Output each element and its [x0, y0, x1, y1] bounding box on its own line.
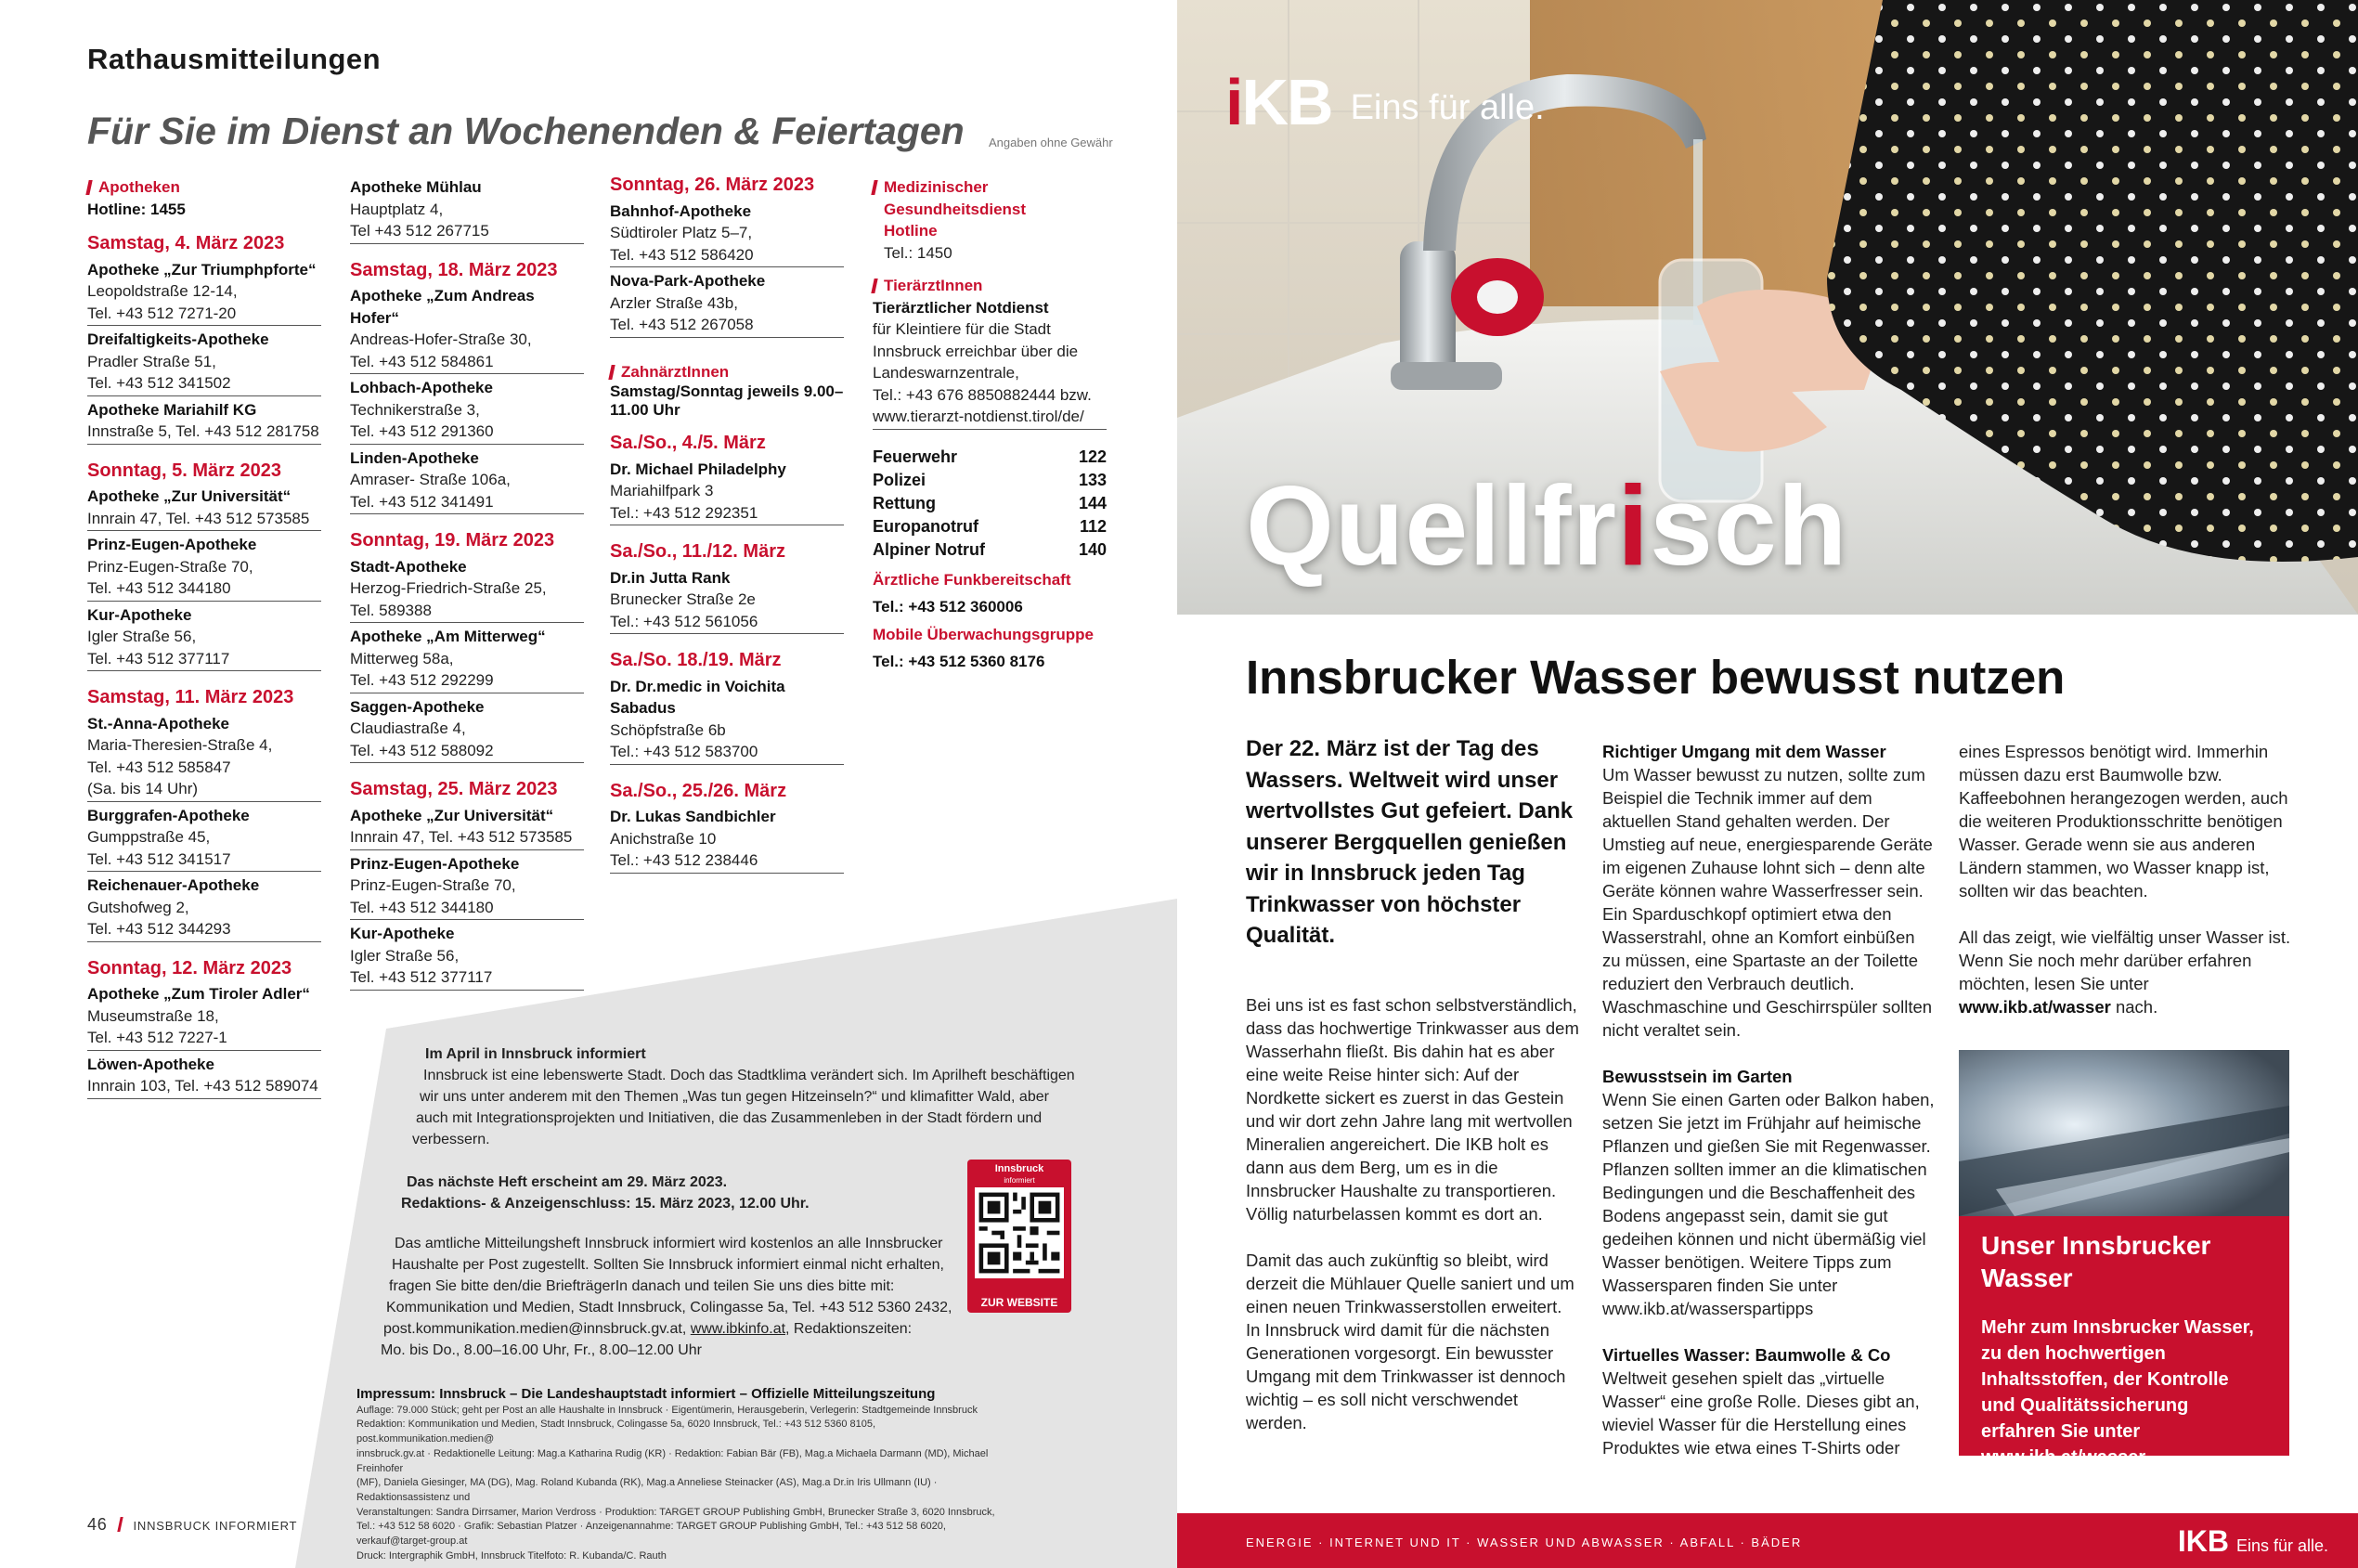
pharmacy-address: Prinz-Eugen-Straße 70, [350, 876, 516, 894]
pharmacy-address: Leopoldstraße 12-14, [87, 282, 238, 300]
pharmacy-address: Mitterweg 58a, [350, 649, 454, 667]
pharmacy-name: Lohbach-Apotheke [350, 379, 493, 396]
amtlich-hours: Mo. bis Do., 8.00–16.00 Uhr, Fr., 8.00–12.00 Uhr [381, 1342, 702, 1358]
amtlich-text: , Redaktionszeiten: [785, 1321, 913, 1337]
qr-code-badge[interactable] [967, 1160, 1071, 1313]
pharmacy-address: Maria-Theresien-Straße 4, [87, 736, 273, 754]
day-date: Sonntag, 26. März 2023 [610, 175, 815, 195]
footer-categories: ENERGIE · INTERNET UND IT · WASSER UND ABWASSER · ABFALL · BÄDER [1246, 1536, 1803, 1549]
dentist-phone: Tel.: +43 512 561056 [610, 611, 844, 635]
emergency-number: 122 [1078, 447, 1107, 466]
zahn-info: Samstag/Sonntag jeweils 9.00–11.00 Uhr [610, 382, 844, 419]
dentist-address: Anichstraße 10 [610, 829, 717, 848]
pharmacy-name: Prinz-Eugen-Apotheke [350, 854, 520, 873]
ikb-brand [1225, 65, 1545, 139]
services-column [873, 176, 1107, 673]
pharmacy-phone: Tel. +43 512 377117 [87, 648, 321, 672]
emergency-number: 112 [1079, 516, 1107, 536]
pharmacy-address: Claudiastraße 4, [350, 719, 466, 737]
pharmacy-address: Südtiroler Platz 5–7, [610, 224, 753, 241]
footer-divider [117, 1517, 123, 1532]
emergency-name: Polizei [873, 470, 926, 489]
dentist-date: Sa./So., 11./12. März [610, 541, 785, 562]
footer-brand [2178, 1524, 2328, 1559]
day-list [610, 175, 844, 341]
emergency-name: Europanotruf [873, 516, 978, 536]
pharmacy-phone: Tel. +43 512 341517 [87, 849, 321, 873]
amtlich-text: Das amtliche Mitteilungsheft Innsbruck informiert wird kostenlos an alle Innsbrucker [395, 1236, 943, 1251]
impressum-line: Druck: Intergraphik GmbH, Innsbruck Titelfoto: R. Kubanda/C. Rauth [356, 1549, 667, 1562]
info-box [1959, 1216, 2289, 1468]
pharmacy-name: Reichenauer-Apotheke [87, 876, 260, 894]
dentist-address: Mariahilfpark 3 [610, 482, 714, 499]
article-paragraph: Um Wasser bewusst zu nutzen, sollte zum Beispiel die Technik immer auf dem aktuellen Stand gehalten werden. Der Umstieg auf neue, energiesparende Geräte im eigenen Zuhause lohnt sich – denn alte Geräte können wahre Wasserfresser sein. Ein Sparduschkopf optimiert etwa den Wasserstrahl, ohne an Komfort einbüßen zu müssen, eine Spartaste an der Toilette reduziert den Verbrauch deutlich. Waschmaschine und Geschirrspüler sollten nicht veraltet sein. [1602, 765, 1933, 1040]
amtlich-email: post.kommunikation.medien@innsbruck.gv.at, [383, 1321, 691, 1337]
pharmacy-phone: Tel. +43 512 344180 [87, 577, 321, 602]
article-paragraph: Wenn Sie einen Garten oder Balkon haben, setzen Sie jetzt im Frühjahr auf heimische Pflanzen und gießen Sie mit Regenwasser. Pflanzen sollten immer an die klimatischen Bedingungen und die Beschaffenheit des Bodens angepasst sein, damit sie gut gedeihen können und nicht übermäßig viel Wasser benötigen. Weitere Tipps zum Wassersparen finden Sie unter www.ikb.at/wasserspartipps [1602, 1090, 1935, 1318]
april-text: verbessern. [412, 1132, 490, 1147]
pharmacy-phone: Tel. +43 512 341491 [350, 491, 584, 515]
website-button[interactable]: ZUR WEBSITE [980, 1296, 1058, 1309]
pharmacy-name: Linden-Apotheke [350, 448, 479, 467]
dentist-phone: Tel.: +43 512 238446 [610, 849, 844, 874]
med-tel: Tel.: 1450 [884, 243, 952, 262]
ikb-footer-bar [1177, 1513, 2358, 1568]
pharmacy-name: Apotheke Mühlau [350, 178, 482, 196]
emergency-row [873, 538, 1107, 562]
article-headline: Innsbrucker Wasser bewusst nutzen [1246, 651, 2066, 704]
impressum-line: innsbruck.gv.at · Redaktionelle Leitung: Mag.a Katharina Rudig (KR) · Redaktion: Fabian Bär (FB), Mag.a Michaela Darmann (MD), Michael Freinhofer [356, 1447, 989, 1474]
dentist-name: Dr. Michael Philadelphy [610, 460, 786, 478]
article-paragraph: Damit das auch zukünftig so bleibt, wird derzeit die Mühlauer Quelle saniert und um einen neuen Trinkwasserstollen erweitert. In Innsbruck wird damit für die nächsten Generationen vorgesorgt. Ein bewusster Umgang mit dem Trinkwasser ist dennoch wichtig – es soll nicht verschwendet werden. [1246, 1251, 1574, 1432]
pharmacy-name: Bahnhof-Apotheke [610, 201, 752, 220]
april-title: Im April in Innsbruck informiert [425, 1046, 646, 1062]
tier-tel: Tel.: +43 676 8850882444 bzw. [873, 385, 1092, 404]
pharmacy-name: Prinz-Eugen-Apotheke [87, 536, 257, 553]
pharmacy-phone: (Sa. bis 14 Uhr) [87, 778, 321, 802]
next-issue-deadline: Redaktions- & Anzeigenschluss: 15. März 2023, 12.00 Uhr. [401, 1196, 810, 1212]
pharmacy-phone: Tel. +43 512 7227-1 [87, 1027, 321, 1051]
mobil-label: Mobile Überwachungsgruppe [873, 625, 1095, 643]
pharmacy-column-2 [350, 176, 584, 993]
emergency-row [873, 492, 1107, 515]
amtlich-text: Kommunikation und Medien, Stadt Innsbruck, Colingasse 5a, Tel. +43 512 5360 2432, [386, 1300, 952, 1315]
emergency-number: 140 [1078, 539, 1107, 559]
pharmacy-phone: Innrain 47, Tel. +43 512 573585 [87, 508, 321, 532]
pharmacy-address: Prinz-Eugen-Straße 70, [87, 557, 253, 576]
pharmacy-phone: Innrain 47, Tel. +43 512 573585 [350, 826, 584, 850]
pharmacy-name: Nova-Park-Apotheke [610, 272, 766, 290]
med-label: Medizinischer Gesundheitsdienst Hotline [873, 176, 1040, 242]
april-text: auch mit Integrationsprojekten und Initiativen, die das Zusammenleben in der Stadt fördern und [416, 1110, 1043, 1126]
pharmacy-name: St.-Anna-Apotheke [87, 714, 229, 732]
pharmacy-phone: Tel. +43 512 291360 [350, 421, 584, 445]
next-issue-date: Das nächste Heft erscheint am 29. März 2023. [407, 1174, 728, 1190]
dentist-date: Sa./So. 18./19. März [610, 650, 782, 670]
impressum-title: Impressum: Innsbruck – Die Landeshauptstadt informiert – Offizielle Mitteilungszeitung [356, 1386, 936, 1402]
subheading: Richtiger Umgang mit dem Wasser [1602, 742, 1886, 761]
day-date: Sonntag, 19. März 2023 [350, 530, 555, 551]
amtlich-info [381, 1233, 970, 1361]
pharmacy-phone: Tel. +43 512 267058 [610, 314, 844, 338]
impressum-line: Redaktion: Kommunikation und Medien, Stadt Innsbruck, Colingasse 5a, 6020 Innsbruck, Tel.: +43 512 5360 8105, post.kommunikation.medien@ [356, 1419, 876, 1445]
emergency-number: 133 [1078, 470, 1107, 489]
pharmacy-phone: Tel. +43 512 7271-20 [87, 303, 321, 327]
footer-logo: IKB [2177, 1524, 2229, 1558]
pharmacy-name: Burggrafen-Apotheke [87, 806, 250, 824]
pharmacy-phone: Tel. +43 512 344293 [87, 918, 321, 942]
pharmacy-address: Herzog-Friedrich-Straße 25, [350, 579, 547, 597]
apotheken-label: Apotheken [87, 176, 321, 199]
impressum [356, 1387, 1006, 1563]
tunnel-photo [1959, 1050, 2289, 1216]
pharmacy-name: Apotheke „Zur Universität“ [350, 806, 554, 824]
ikb-logo: iKB [1225, 66, 1332, 138]
pharmacy-name: Apotheke „Zur Triumphpforte“ [87, 260, 317, 279]
pharmacy-phone: Tel. 589388 [350, 600, 584, 624]
page-number: 46 [87, 1515, 108, 1534]
qr-title: Innsbruck informiert [994, 1163, 1044, 1185]
amtlich-text: Haushalte per Post zugestellt. Sollten Sie Innsbruck informiert einmal nicht erhalten, [392, 1257, 944, 1273]
day-date: Samstag, 11. März 2023 [87, 687, 294, 707]
pharmacy-name: Apotheke „Zur Universität“ [87, 487, 292, 505]
amtlich-contact [383, 1318, 970, 1340]
impressum-line: Tel.: +43 512 58 6020 · Grafik: Sebastian Platzer · Anzeigenannahme: TARGET GROUP Publishing GmbH, Tel.: +43 512 58 6020, verkauf@target-group.at [356, 1521, 946, 1548]
pharmacy-name: Apotheke „Zum Andreas Hofer“ [350, 287, 535, 327]
amtlich-text: fragen Sie bitte den/die BriefträgerIn danach und teilen Sie uns dies bitte mit: [389, 1278, 895, 1294]
dentist-name: Dr. Lukas Sandbichler [610, 808, 776, 825]
emergency-name: Alpiner Notruf [873, 539, 985, 559]
pharmacy-column-1 [87, 176, 321, 1102]
pharmacy-name: Apotheke „Am Mitterweg“ [350, 628, 546, 645]
subheading: Virtuelles Wasser: Baumwolle & Co [1602, 1345, 1891, 1365]
day-date: Samstag, 25. März 2023 [350, 779, 558, 799]
pharmacy-phone: Innstraße 5, Tel. +43 512 281758 [87, 421, 321, 445]
april-text: wir uns unter anderem mit den Themen „Was tun gegen Hitzeinseln?“ und klimafitter Wald, aber [420, 1089, 1049, 1105]
pharmacy-phone: Tel. +43 512 292299 [350, 669, 584, 693]
impressum-line: Auflage: 79.000 Stück; geht per Post an alle Haushalte in Innsbruck · Eigentümerin, Herausgeberin, Verlegerin: Stadtgemeinde Innsbruck [356, 1404, 978, 1416]
tier-title: Tierärztlicher Notdienst [873, 298, 1049, 317]
emergency-name: Feuerwehr [873, 447, 958, 466]
pharmacy-address: Hauptplatz 4, [350, 200, 444, 218]
pharmacy-address: Gutshofweg 2, [87, 898, 189, 916]
tier-label: TierärztInnen [873, 275, 1107, 297]
hero-title: Quellfrisch [1246, 462, 1848, 589]
article-lead: Der 22. März ist der Tag des Wassers. Weltweit wird unser wertvollstes Gut gefeiert. Dank unserer Bergquellen genießen wir in Innsbruck jeden Tag Trinkwasser von höchster Qualität. [1246, 736, 1574, 948]
next-issue [401, 1172, 964, 1214]
pharmacy-address: Igler Straße 56, [350, 946, 460, 965]
mobil-tel: Tel.: +43 512 5360 8176 [873, 653, 1045, 670]
dentist-date: Sa./So., 4./5. März [610, 433, 766, 453]
right-page [1177, 0, 2358, 1568]
article-column-1 [1246, 993, 1580, 1434]
apotheken-hotline: Hotline: 1455 [87, 200, 186, 218]
funk-label: Ärztliche Funkbereitschaft [873, 570, 1071, 589]
day-date: Sonntag, 12. März 2023 [87, 957, 292, 978]
disclaimer: Angaben ohne Gewähr [989, 136, 1113, 149]
emergency-row [873, 446, 1107, 469]
pharmacy-phone: Tel. +43 512 584861 [350, 351, 584, 375]
pharmacy-name: Dreifaltigkeits-Apotheke [87, 330, 269, 348]
emergency-number: 144 [1078, 493, 1107, 512]
footer-slogan: Eins für alle. [2235, 1536, 2328, 1555]
pharmacy-address: Igler Straße 56, [87, 628, 197, 645]
info-box-text: Mehr zum Innsbrucker Wasser, zu den hochwertigen Inhaltsstoffen, der Kontrolle und Qualitätssicherung erfahren Sie unter www.ikb.at/wasser [1981, 1317, 2254, 1468]
impressum-line: (MF), Daniela Giesinger, MA (DG), Mag. Roland Kubanda (RK), Mag.a Anneliese Steinacker (AS), Mag.a Dr.in Iris Ullmann (IU) · Redaktionsassistenz und [356, 1477, 938, 1503]
article-paragraph: All das zeigt, wie vielfältig unser Wasser ist. Wenn Sie noch mehr darüber erfahren möchten, lesen Sie unter www.ikb.at/wasser nach. [1959, 927, 2291, 1017]
pharmacy-address: Gumppstraße 45, [87, 828, 211, 846]
zahn-label: ZahnärztInnen [610, 361, 844, 383]
left-page [0, 0, 1177, 1568]
day-date: Samstag, 4. März 2023 [87, 233, 285, 253]
day-date: Samstag, 18. März 2023 [350, 259, 558, 280]
article-paragraph: Bei uns ist es fast schon selbstverständlich, dass das hochwertige Trinkwasser aus dem Wasserhahn fließt. Bis dahin hat es aber eine weite Reise hinter sich: Auf der Nordkette sickert es zuerst in das Gestein und wir dort zehn Jahre lang mit wertvollen Mineralien angereichert. Die IKB holt es dann aus dem Berg, um es in die Innsbrucker Haushalte zu transportieren. Völlig naturbelassen kommt es dort an. [1246, 995, 1579, 1224]
pharmacy-address: Tel. +43 512 585847 [87, 758, 231, 776]
dentist-name: Dr.in Jutta Rank [610, 568, 731, 587]
ikb-slogan: Eins für alle. [1350, 87, 1545, 127]
emergency-list [873, 446, 1107, 562]
tier-text: für Kleintiere für die Stadt Innsbruck erreichbar über die Landeswarnzentrale, [873, 320, 1079, 382]
pharmacy-phone: Tel. +43 512 377117 [350, 966, 584, 991]
pharmacy-name: Kur-Apotheke [350, 925, 455, 942]
page-footer [87, 1515, 297, 1535]
section-label: Rathausmitteilungen [87, 43, 382, 75]
pharmacy-name: Löwen-Apotheke [87, 1055, 214, 1073]
dentist-list [610, 433, 844, 876]
article-column-2 [1602, 740, 1937, 1459]
article-column-3 [1959, 740, 2293, 1018]
emergency-name: Rettung [873, 493, 936, 512]
pharmacy-phone: Tel. +43 512 586420 [610, 244, 844, 268]
dentist-address: Schöpfstraße 6b [610, 720, 726, 739]
tier-link[interactable]: www.tierarzt-notdienst.tirol/de/ [873, 406, 1107, 430]
dentist-date: Sa./So., 25./26. März [610, 780, 787, 801]
day-list [87, 233, 321, 1102]
impressum-line: Veranstaltungen: Sandra Dirrsamer, Marion Verdross · Produktion: TARGET GROUP Publishing GmbH, Brunecker Straße 3, 6020 Innsbruck, [356, 1506, 995, 1518]
pharmacy-name: Kur-Apotheke [87, 605, 192, 624]
dentist-address: Brunecker Straße 2e [610, 590, 756, 608]
pharmacy-address: Amraser- Straße 106a, [350, 471, 511, 488]
pharmacy-phone: Tel. +43 512 344180 [350, 897, 584, 921]
ikb-wasser-link[interactable]: www.ikb.at/wasser [1959, 997, 2111, 1017]
pharmacy-address: Technikerstraße 3, [350, 400, 480, 419]
dentist-phone: Tel.: +43 512 583700 [610, 741, 844, 765]
article-paragraph: eines Espressos benötigt wird. Immerhin müssen dazu erst Baumwolle bzw. Kaffeebohnen herangezogen werden, auch die weiteren Produktionsschritte benötigen Wasser. Gerade wenn sie aus anderen Ländern stammen, wo Wasser knapp ist, sollten wir das beachten. [1959, 742, 2288, 901]
funk-tel: Tel.: +43 512 360006 [873, 598, 1023, 616]
day-date: Sonntag, 5. März 2023 [87, 460, 281, 481]
ibkinfo-link[interactable]: www.ibkinfo.at [690, 1321, 786, 1337]
day-list [350, 260, 584, 993]
page-headline: Für Sie im Dienst an Wochenenden & Feiertagen [87, 110, 965, 152]
pharmacy-address: Pradler Straße 51, [87, 352, 216, 370]
april-info [412, 1043, 1075, 1150]
qr-code-icon [975, 1187, 1064, 1278]
april-text: Innsbruck ist eine lebenswerte Stadt. Doch das Stadtklima verändert sich. Im Aprilheft beschäftigen [423, 1068, 1075, 1083]
info-box-title: Unser Innsbrucker Wasser [1981, 1231, 2211, 1292]
pharmacy-column-3 [610, 176, 844, 876]
pharmacy-name: Apotheke Mariahilf KG [87, 400, 257, 419]
pharmacy-name: Stadt-Apotheke [350, 557, 467, 576]
pharmacy-name: Saggen-Apotheke [350, 697, 485, 716]
pharmacy-address: Museumstraße 18, [87, 1006, 219, 1025]
article-paragraph: Weltweit gesehen spielt das „virtuelle Wasser“ eine große Rolle. Dieses gibt an, wieviel Wasser für die Herstellung eines Produktes wie etwa eines T-Shirts oder [1602, 1368, 1920, 1458]
pharmacy-phone: Tel +43 512 267715 [350, 220, 584, 244]
pharmacy-phone: Innrain 103, Tel. +43 512 589074 [87, 1075, 321, 1099]
subheading: Bewusstsein im Garten [1602, 1067, 1793, 1086]
footer-text: INNSBRUCK INFORMIERT [133, 1519, 298, 1533]
pharmacy-address: Andreas-Hofer-Straße 30, [350, 330, 532, 348]
pharmacy-phone: Tel. +43 512 341502 [87, 372, 321, 396]
emergency-row [873, 515, 1107, 538]
emergency-row [873, 469, 1107, 492]
dentist-name: Dr. Dr.medic in Voichita Sabadus [610, 677, 785, 717]
pharmacy-phone: Tel. +43 512 588092 [350, 740, 584, 764]
dentist-phone: Tel.: +43 512 292351 [610, 502, 844, 526]
pharmacy-name: Apotheke „Zum Tiroler Adler“ [87, 985, 310, 1003]
pharmacy-address: Arzler Straße 43b, [610, 293, 738, 312]
